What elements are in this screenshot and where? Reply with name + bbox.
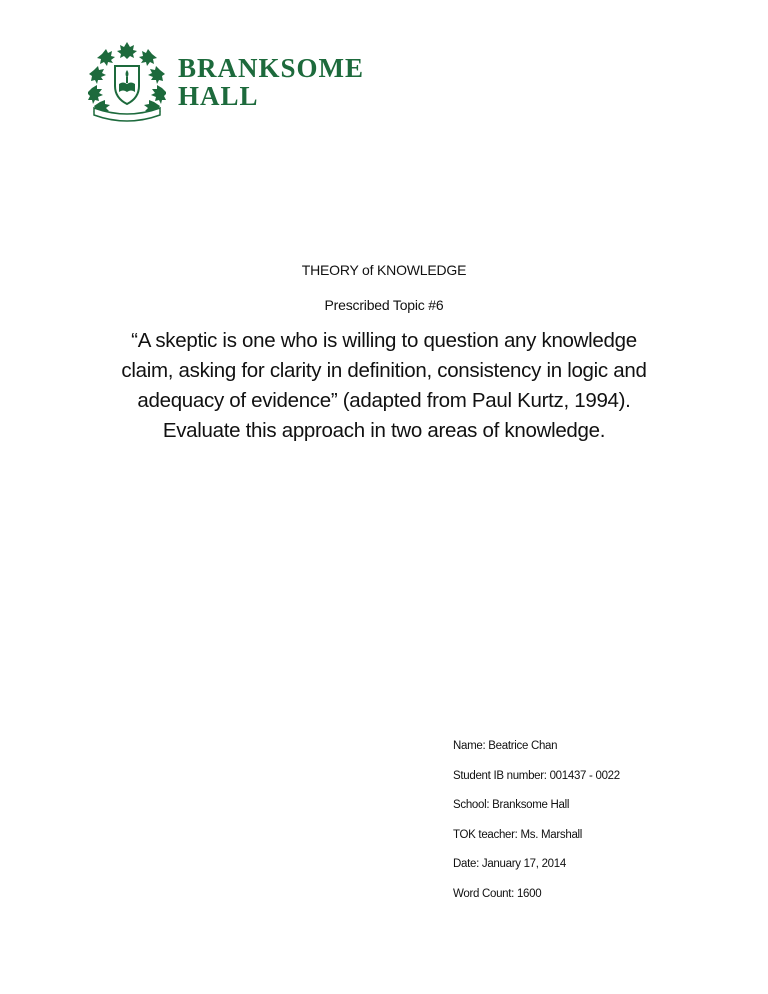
school-crest-icon — [88, 40, 166, 122]
submission-date: Date: January 17, 2014 — [453, 858, 566, 870]
student-ib-number: Student IB number: 001437 - 0022 — [453, 769, 620, 782]
question-line: claim, asking for clarity in definition, consistency in logic and — [121, 359, 647, 382]
question-line: Evaluate this approach in two areas of knowledge. — [162, 419, 606, 442]
student-info-block — [453, 738, 620, 915]
prescribed-title-question — [84, 326, 684, 446]
wordmark-line-2: HALL — [178, 81, 259, 111]
question-line: “A skeptic is one who is willing to question any knowledge — [131, 329, 637, 352]
school-name: School: Branksome Hall — [453, 799, 570, 811]
document-title: THEORY of KNOWLEDGE — [301, 262, 467, 278]
branksome-hall-logo — [88, 40, 365, 122]
student-name: Name: Beatrice Chan — [453, 740, 558, 752]
tok-teacher: TOK teacher: Ms. Marshall — [453, 828, 583, 841]
prescribed-topic: Prescribed Topic #6 — [324, 297, 444, 313]
school-wordmark — [178, 54, 364, 110]
question-line: adequacy of evidence” (adapted from Paul Kurtz, 1994). — [137, 389, 631, 412]
word-count: Word Count: 1600 — [453, 887, 542, 900]
wordmark-line-1: BRANKSOME — [178, 53, 365, 83]
